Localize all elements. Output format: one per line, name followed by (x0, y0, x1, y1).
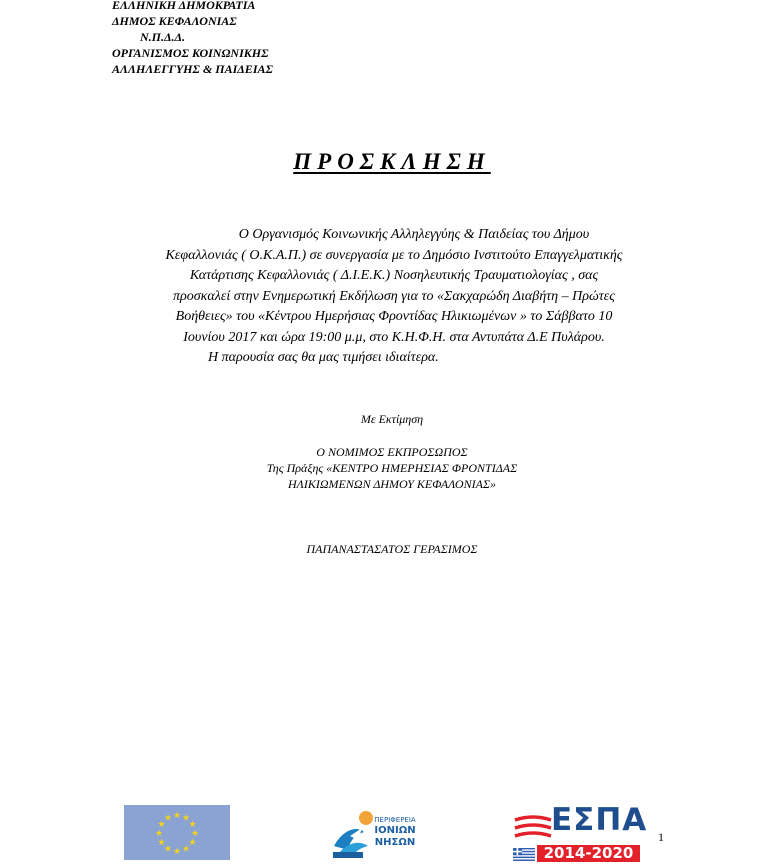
body-line: Ιουνίου 2017 και ώρα 19:00 μ.μ, στο Κ.Η.Φ.Η. στα Αντυπάτα Δ.Ε Πυλάρου. (183, 329, 605, 345)
svg-text:★: ★ (181, 844, 191, 855)
eu-stars-icon (124, 805, 230, 860)
svg-text:★: ★ (154, 829, 164, 839)
representative-line: Ο ΝΟΜΙΜΟΣ ΕΚΠΡΟΣΩΠΟΣ (316, 445, 468, 459)
body-line: Ο Οργανισμός Κοινωνικής Αλληλεγγύης & Παιδείας του Δήμου (238, 227, 590, 242)
representative-block (0, 444, 784, 492)
header-line: ΑΛΛΗΛΕΓΓΥΗΣ & ΠΑΙΔΕΙΑΣ (112, 62, 273, 76)
svg-text:★: ★ (157, 838, 166, 848)
body-line: Κατάρτισης Κεφαλλονιάς ( Δ.Ι.Ε.Κ.) Νοσηλευτικής Τραυματιολογίας , σας (189, 268, 599, 283)
eu-flag-logo (124, 805, 230, 860)
ionian-region-logo (330, 806, 420, 860)
svg-text:★: ★ (157, 820, 166, 830)
region-label: ΠΕΡΙΦΕΡΕΙΑ (374, 816, 416, 824)
svg-text:★: ★ (172, 847, 182, 857)
footer-logos (0, 802, 784, 862)
svg-text:★: ★ (172, 811, 182, 821)
header-line: ΔΗΜΟΣ ΚΕΦΑΛΟΝΙΑΣ (112, 14, 237, 28)
header-line: ΟΡΓΑΝΙΣΜΟΣ ΚΟΙΝΩΝΙΚΗΣ (112, 46, 269, 60)
invitation-body (100, 225, 688, 369)
body-line: Κεφαλλονιάς ( Ο.Κ.Α.Π.) σε συνεργασία με το Δημόσιο Ινστιτούτο Επαγγελματικής (165, 247, 623, 263)
svg-text:★: ★ (163, 813, 173, 824)
espa-swoosh-icon (513, 814, 553, 844)
svg-text:★: ★ (163, 844, 173, 855)
svg-text:★: ★ (188, 820, 197, 830)
page-number: 1 (658, 830, 664, 844)
closing-text: Με Εκτίμηση (360, 412, 424, 426)
svg-text:★: ★ (181, 813, 191, 824)
signatory-name: ΠΑΠΑΝΑΣΤΑΣΑΤΟΣ ΓΕΡΑΣΙΜΟΣ (306, 542, 478, 556)
document-title: ΠΡΟΣΚΛΗΣΗ (293, 149, 491, 174)
espa-years-band: 2014-2020 (537, 845, 640, 862)
body-line: προσκαλεί στην Ενημερωτική Εκδήλωση για το «Σακχαρώδη Διαβήτη – Πρώτες (173, 288, 615, 304)
region-label: ΝΗΣΩΝ (374, 837, 416, 848)
region-label: ΙΟΝΙΩΝ (374, 825, 416, 836)
representative-line: Της Πράξης «ΚΕΝΤΡΟ ΗΜΕΡΗΣΙΑΣ ΦΡΟΝΤΙΔΑΣ (266, 461, 518, 475)
issuer-header (112, 0, 273, 77)
body-line: Η παρουσία σας θα μας τιμήσει ιδιαίτερα. (208, 350, 439, 365)
representative-line: ΗΛΙΚΙΩΜΕΝΩΝ ΔΗΜΟΥ ΚΕΦΑΛΟΝΙΑΣ» (287, 477, 497, 491)
espa-wordmark: ΕΣΠΑ (551, 802, 648, 838)
header-line: ΕΛΛΗΝΙΚΗ ΔΗΜΟΚΡΑΤΙΑ (112, 0, 256, 12)
greek-flag-icon (513, 848, 535, 861)
svg-text:★: ★ (190, 829, 200, 839)
body-line: Βοήθειες» του «Κέντρου Ημερήσιας Φροντίδας Ηλικιωμένων » το Σάββατο 10 (175, 309, 613, 324)
espa-logo (513, 802, 648, 862)
header-line: Ν.Π.Δ.Δ. (140, 30, 186, 44)
svg-text:★: ★ (188, 838, 197, 848)
